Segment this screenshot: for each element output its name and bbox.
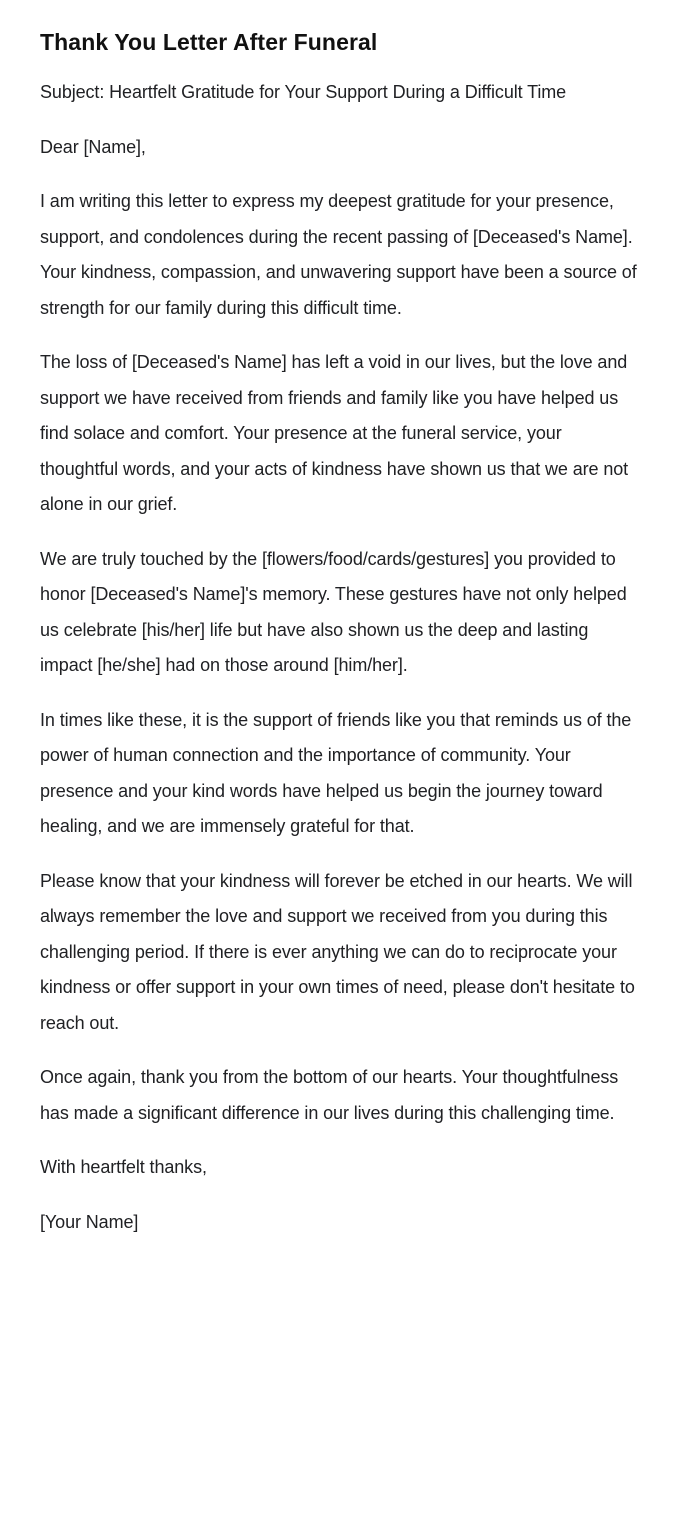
letter-paragraph-3: We are truly touched by the [flowers/food/cards/gestures] you provided to honor [Deceased's Name]'s memory. These gestures have not only helped us celebrate [his/her] life but have also shown us the deep and lasting impact [he/she] had on those around [him/her]. [40,548,627,675]
letter-paragraph-2: The loss of [Deceased's Name] has left a void in our lives, but the love and support we have received from friends and family like you have helped us find solace and comfort. Your presence at the funeral service, your thoughtful words, and your acts of kindness have shown us that we are not alone in our grief. [40,352,629,514]
letter-paragraph-1: I am writing this letter to express my deepest gratitude for your presence, support, and condolences during the recent passing of [Deceased's Name]. Your kindness, compassion, and unwavering support have been a source of strength for our family during this difficult time. [40,191,637,318]
closing-line: With heartfelt thanks, [40,1157,207,1177]
salutation: Dear [Name], [40,136,146,157]
signature-line: [Your Name] [40,1211,139,1232]
letter-paragraph-5: Please know that your kindness will forever be etched in our hearts. We will always remember the love and support we received from you during this challenging period. If there is ever anything we can do to reciprocate your kindness or offer support in your own times of need, please don't hesitate to reach out. [40,870,635,1033]
letter-paragraph-6: Once again, thank you from the bottom of our hearts. Your thoughtfulness has made a significant difference in our lives during this challenging time. [40,1067,619,1123]
letter-paragraph-4: In times like these, it is the support of friends like you that reminds us of the power of human connection and the importance of community. Your presence and your kind words have helped us begin the journey toward healing, and we are immensely grateful for that. [40,709,632,836]
subject-line: Subject: Heartfelt Gratitude for Your Support During a Difficult Time [40,82,567,102]
page-title: Thank You Letter After Funeral [40,29,378,55]
